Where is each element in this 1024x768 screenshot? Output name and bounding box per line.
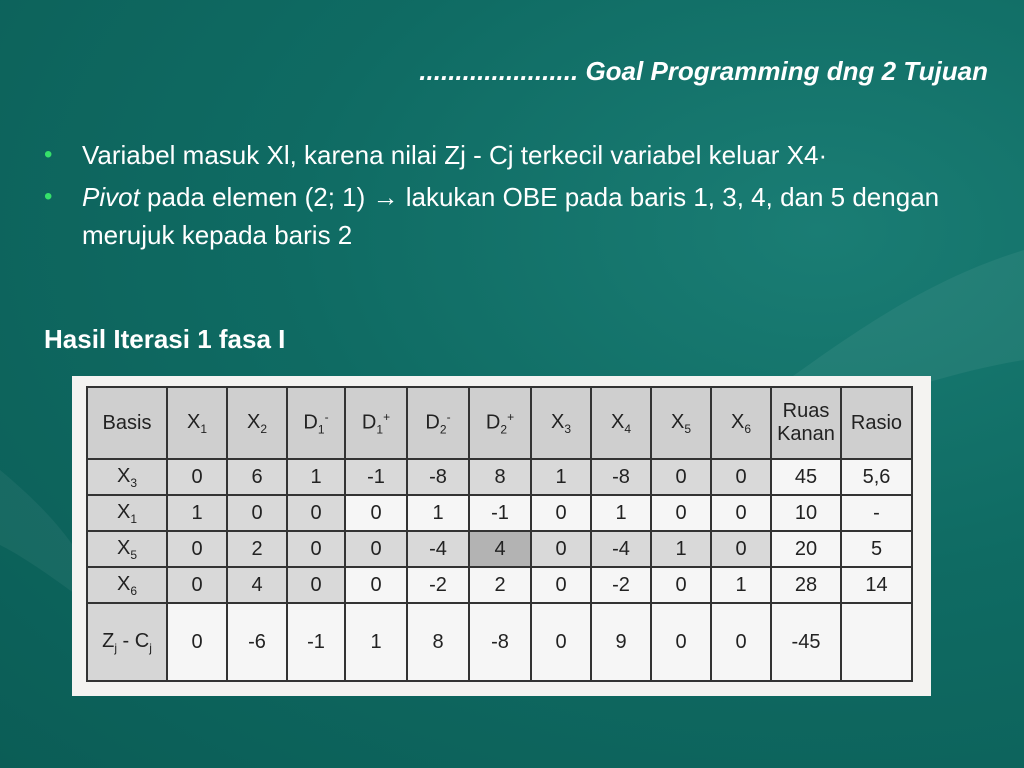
table-cell: 0 xyxy=(345,531,407,567)
table-cell: 14 xyxy=(841,567,912,603)
table-cell: 0 xyxy=(531,495,591,531)
table-cell: -1 xyxy=(345,459,407,495)
table-cell: 1 xyxy=(591,495,651,531)
column-header-label: X xyxy=(670,410,685,433)
table-cell: 0 xyxy=(711,495,771,531)
column-header xyxy=(531,387,591,459)
basis-label: X xyxy=(116,500,131,523)
table-row xyxy=(87,567,912,603)
column-header-label: D xyxy=(425,411,440,434)
column-header-label: D xyxy=(361,411,377,434)
table-cell: 0 xyxy=(287,567,345,603)
table-cell: 0 xyxy=(167,567,227,603)
table-cell: 5,6 xyxy=(841,459,912,495)
column-header-superscript: - xyxy=(324,409,329,424)
slide-title: ...................... Goal Programming dng 2 Tujuan xyxy=(419,56,988,86)
bullet-dot-icon: • xyxy=(44,141,53,168)
basis-cell xyxy=(87,531,167,567)
table-cell: -4 xyxy=(407,531,469,567)
table-cell: 8 xyxy=(469,459,531,495)
basis-subscript: 6 xyxy=(130,583,138,598)
column-header xyxy=(771,387,841,459)
column-header xyxy=(87,387,167,459)
basis-subscript: j xyxy=(114,640,117,655)
column-header-subscript: 1 xyxy=(200,421,208,436)
column-header xyxy=(167,387,227,459)
basis-subscript: 1 xyxy=(130,511,138,526)
bullet-list xyxy=(44,136,994,258)
column-header-label: D xyxy=(485,411,501,434)
bullet-dot-icon: • xyxy=(44,183,53,210)
table-cell: -45 xyxy=(771,603,841,681)
bullet-text-rest: pada elemen (2; 1) → lakukan OBE pada baris 1, 3, 4, dan 5 dengan merujuk kepada baris 2 xyxy=(82,182,940,250)
table-cell: 6 xyxy=(227,459,287,495)
column-header-superscript: + xyxy=(507,409,515,424)
table-cell: 0 xyxy=(651,495,711,531)
column-header-subscript: 1 xyxy=(376,422,384,437)
table-cell: 2 xyxy=(469,567,531,603)
table-cell: -4 xyxy=(591,531,651,567)
table-cell: 0 xyxy=(167,531,227,567)
table-cell: -8 xyxy=(469,603,531,681)
table-cell: 20 xyxy=(771,531,841,567)
table-cell: 0 xyxy=(651,459,711,495)
table-cell: 8 xyxy=(407,603,469,681)
basis-label: Z xyxy=(102,629,115,652)
table-cell: -6 xyxy=(227,603,287,681)
table-cell: 45 xyxy=(771,459,841,495)
table-cell: - xyxy=(841,495,912,531)
table-cell: 1 xyxy=(345,603,407,681)
column-header-label: X xyxy=(186,410,201,433)
table-cell: 0 xyxy=(651,567,711,603)
table-cell: 1 xyxy=(407,495,469,531)
column-header xyxy=(841,387,912,459)
column-header-subscript: 1 xyxy=(317,422,325,437)
table-cell: 9 xyxy=(591,603,651,681)
bullet-italic-term: Pivot xyxy=(82,182,140,212)
bullet-text: Variabel masuk Xl, karena nilai Zj - Cj terkecil variabel keluar X4· xyxy=(82,140,828,170)
table-cell: 1 xyxy=(711,567,771,603)
table-cell: 0 xyxy=(287,531,345,567)
table-cell: 0 xyxy=(287,495,345,531)
table-cell: -8 xyxy=(407,459,469,495)
column-header xyxy=(469,387,531,459)
basis-label: X xyxy=(116,536,131,559)
table-cell: 0 xyxy=(711,603,771,681)
scanned-table-image xyxy=(72,376,931,696)
table-header-row xyxy=(87,387,912,459)
table-cell: 0 xyxy=(651,603,711,681)
basis-cell xyxy=(87,603,167,681)
table-row xyxy=(87,603,912,681)
table-cell: 0 xyxy=(167,603,227,681)
column-header-label: Rasio xyxy=(850,411,903,434)
column-header-label: D xyxy=(303,411,318,434)
column-header-label: Ruas Kanan xyxy=(777,400,835,445)
column-header-superscript: + xyxy=(383,409,391,424)
table-body xyxy=(87,459,912,681)
table-cell: -1 xyxy=(469,495,531,531)
table-row xyxy=(87,459,912,495)
bullet-text xyxy=(82,178,994,254)
column-header xyxy=(407,387,469,459)
column-header-label: X xyxy=(246,410,261,433)
column-header-subscript: 2 xyxy=(260,421,268,436)
column-header xyxy=(651,387,711,459)
basis-cell xyxy=(87,459,167,495)
table-cell: 4 xyxy=(469,531,531,567)
column-header-superscript: - xyxy=(446,409,451,424)
basis-label: X xyxy=(116,464,131,487)
table-cell: 1 xyxy=(287,459,345,495)
table-cell: -2 xyxy=(407,567,469,603)
column-header-subscript: 2 xyxy=(500,422,508,437)
column-header-label: Basis xyxy=(102,411,152,434)
section-heading: Hasil Iterasi 1 fasa I xyxy=(44,324,286,354)
table-cell: 0 xyxy=(531,531,591,567)
table-cell: 1 xyxy=(651,531,711,567)
basis-subscript: 5 xyxy=(130,547,138,562)
column-header-label: X xyxy=(730,410,745,433)
column-header-subscript: 5 xyxy=(684,421,692,436)
column-header xyxy=(711,387,771,459)
basis-suffix-subscript: j xyxy=(149,640,152,655)
table-cell: 2 xyxy=(227,531,287,567)
table-cell: 0 xyxy=(345,495,407,531)
basis-suffix: - C xyxy=(117,629,150,652)
column-header xyxy=(227,387,287,459)
bullet-item xyxy=(44,178,994,254)
table-cell: 1 xyxy=(167,495,227,531)
column-header-subscript: 2 xyxy=(439,422,447,437)
column-header xyxy=(287,387,345,459)
column-header xyxy=(345,387,407,459)
simplex-table xyxy=(86,386,913,682)
column-header-subscript: 6 xyxy=(744,421,752,436)
table-cell: 0 xyxy=(227,495,287,531)
column-header-label: X xyxy=(610,410,625,433)
column-header xyxy=(591,387,651,459)
table-cell: 0 xyxy=(345,567,407,603)
table-cell: 0 xyxy=(711,459,771,495)
table-cell: 0 xyxy=(711,531,771,567)
table-cell: -2 xyxy=(591,567,651,603)
table-cell: 0 xyxy=(531,567,591,603)
column-header-subscript: 4 xyxy=(624,421,632,436)
basis-label: X xyxy=(116,572,131,595)
table-cell: 0 xyxy=(531,603,591,681)
table-row xyxy=(87,495,912,531)
basis-subscript: 3 xyxy=(130,475,138,490)
table-cell: 1 xyxy=(531,459,591,495)
table-row xyxy=(87,531,912,567)
table-cell: 28 xyxy=(771,567,841,603)
table-cell xyxy=(841,603,912,681)
table-cell: 0 xyxy=(167,459,227,495)
column-header-subscript: 3 xyxy=(564,421,572,436)
bullet-item xyxy=(44,136,994,174)
column-header-label: X xyxy=(550,410,565,433)
table-cell: 5 xyxy=(841,531,912,567)
basis-cell xyxy=(87,567,167,603)
table-cell: -1 xyxy=(287,603,345,681)
table-cell: 4 xyxy=(227,567,287,603)
table-cell: -8 xyxy=(591,459,651,495)
table-cell: 10 xyxy=(771,495,841,531)
basis-cell xyxy=(87,495,167,531)
